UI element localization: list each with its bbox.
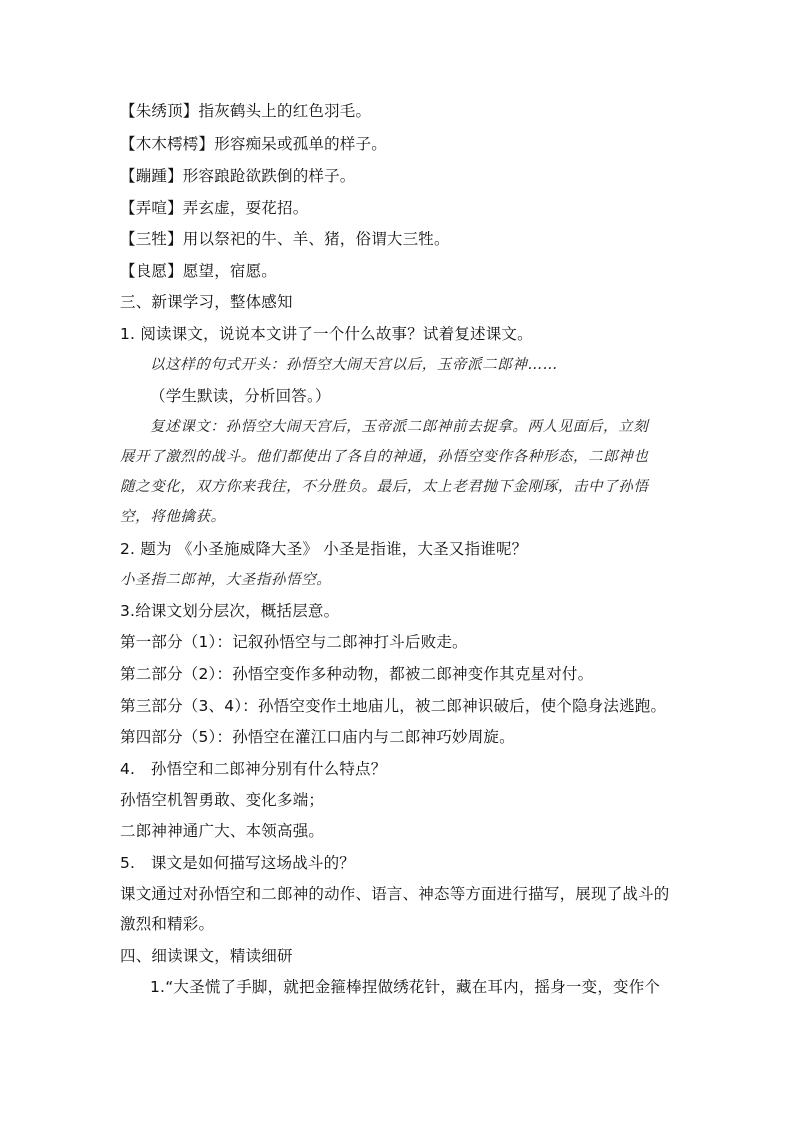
vocab-item: 【朱绣顶】指灰鹤头上的红色羽毛。	[120, 102, 372, 120]
question-5-answer: 激烈和精彩。	[120, 915, 215, 933]
part-item: 第三部分（3、4）：孙悟空变作土地庙儿，被二郎神识破后，使个隐身法逃跑。	[120, 697, 667, 715]
question-1: 1. 阅读课文，说说本文讲了一个什么故事？试着复述课文。	[120, 325, 533, 343]
section-heading: 四、细读课文，精读细研	[120, 947, 293, 965]
part-item: 第二部分（2）：孙悟空变作多种动物，都被二郎神变作其克星对付。	[120, 665, 594, 683]
question-4-answer: 孙悟空机智勇敢、变化多端；	[120, 791, 325, 809]
retell-line: 随之变化，双方你来我往，不分胜负。最后，太上老君抛下金刚琢，击中了孙悟	[120, 479, 649, 495]
section-heading: 三、新课学习，整体感知	[120, 293, 293, 311]
question-1-note: （学生默读，分析回答。）	[150, 387, 331, 405]
question-4: 4. 孙悟空和二郎神分别有什么特点？	[120, 760, 387, 778]
question-5: 5. 课文是如何描写这场战斗的？	[120, 854, 355, 872]
question-1-hint: 以这样的句式开头：孙悟空大闹天宫以后，玉帝派二郎神……	[150, 357, 558, 373]
retell-line: 复述课文：孙悟空大闹天宫后，玉帝派二郎神前去捉拿。两人见面后，立刻	[150, 419, 649, 435]
vocab-item: 【木木樗樗】形容痴呆或孤单的样子。	[120, 135, 387, 153]
part-item: 第一部分（1）：记叙孙悟空与二郎神打斗后败走。	[120, 633, 468, 651]
vocab-item: 【三牲】用以祭祀的牛、羊、猪，俗谓大三牲。	[120, 230, 450, 248]
question-2-answer: 小圣指二郎神，大圣指孙悟空。	[120, 572, 332, 588]
question-5-answer: 课文通过对孙悟空和二郎神的动作、语言、神态等方面进行描写，展现了战斗的	[120, 885, 670, 903]
question-3: 3.给课文划分层次，概括层意。	[120, 602, 340, 620]
retell-line: 展开了激烈的战斗。他们都使出了各自的神通，孙悟空变作各种形态，二郎神也	[120, 449, 649, 465]
vocab-item: 【弄喧】弄玄虚，耍花招。	[120, 199, 309, 217]
part-item: 第四部分（5）：孙悟空在灌江口庙内与二郎神巧妙周旋。	[120, 728, 515, 746]
question-2: 2. 题为 《小圣施威降大圣》 小圣是指谁，大圣又指谁呢？	[120, 540, 528, 558]
retell-line: 空，将他擒获。	[120, 509, 226, 525]
vocab-item: 【良愿】愿望，宿愿。	[120, 262, 278, 280]
paragraph-1: 1.“大圣慌了手脚，就把金箍棒捏做绣花针，藏在耳内，摇身一变，变作个	[150, 978, 661, 996]
vocab-item: 【蹦踵】形容踉跄欲跌倒的样子。	[120, 167, 356, 185]
question-4-answer: 二郎神神通广大、本领高强。	[120, 822, 325, 840]
